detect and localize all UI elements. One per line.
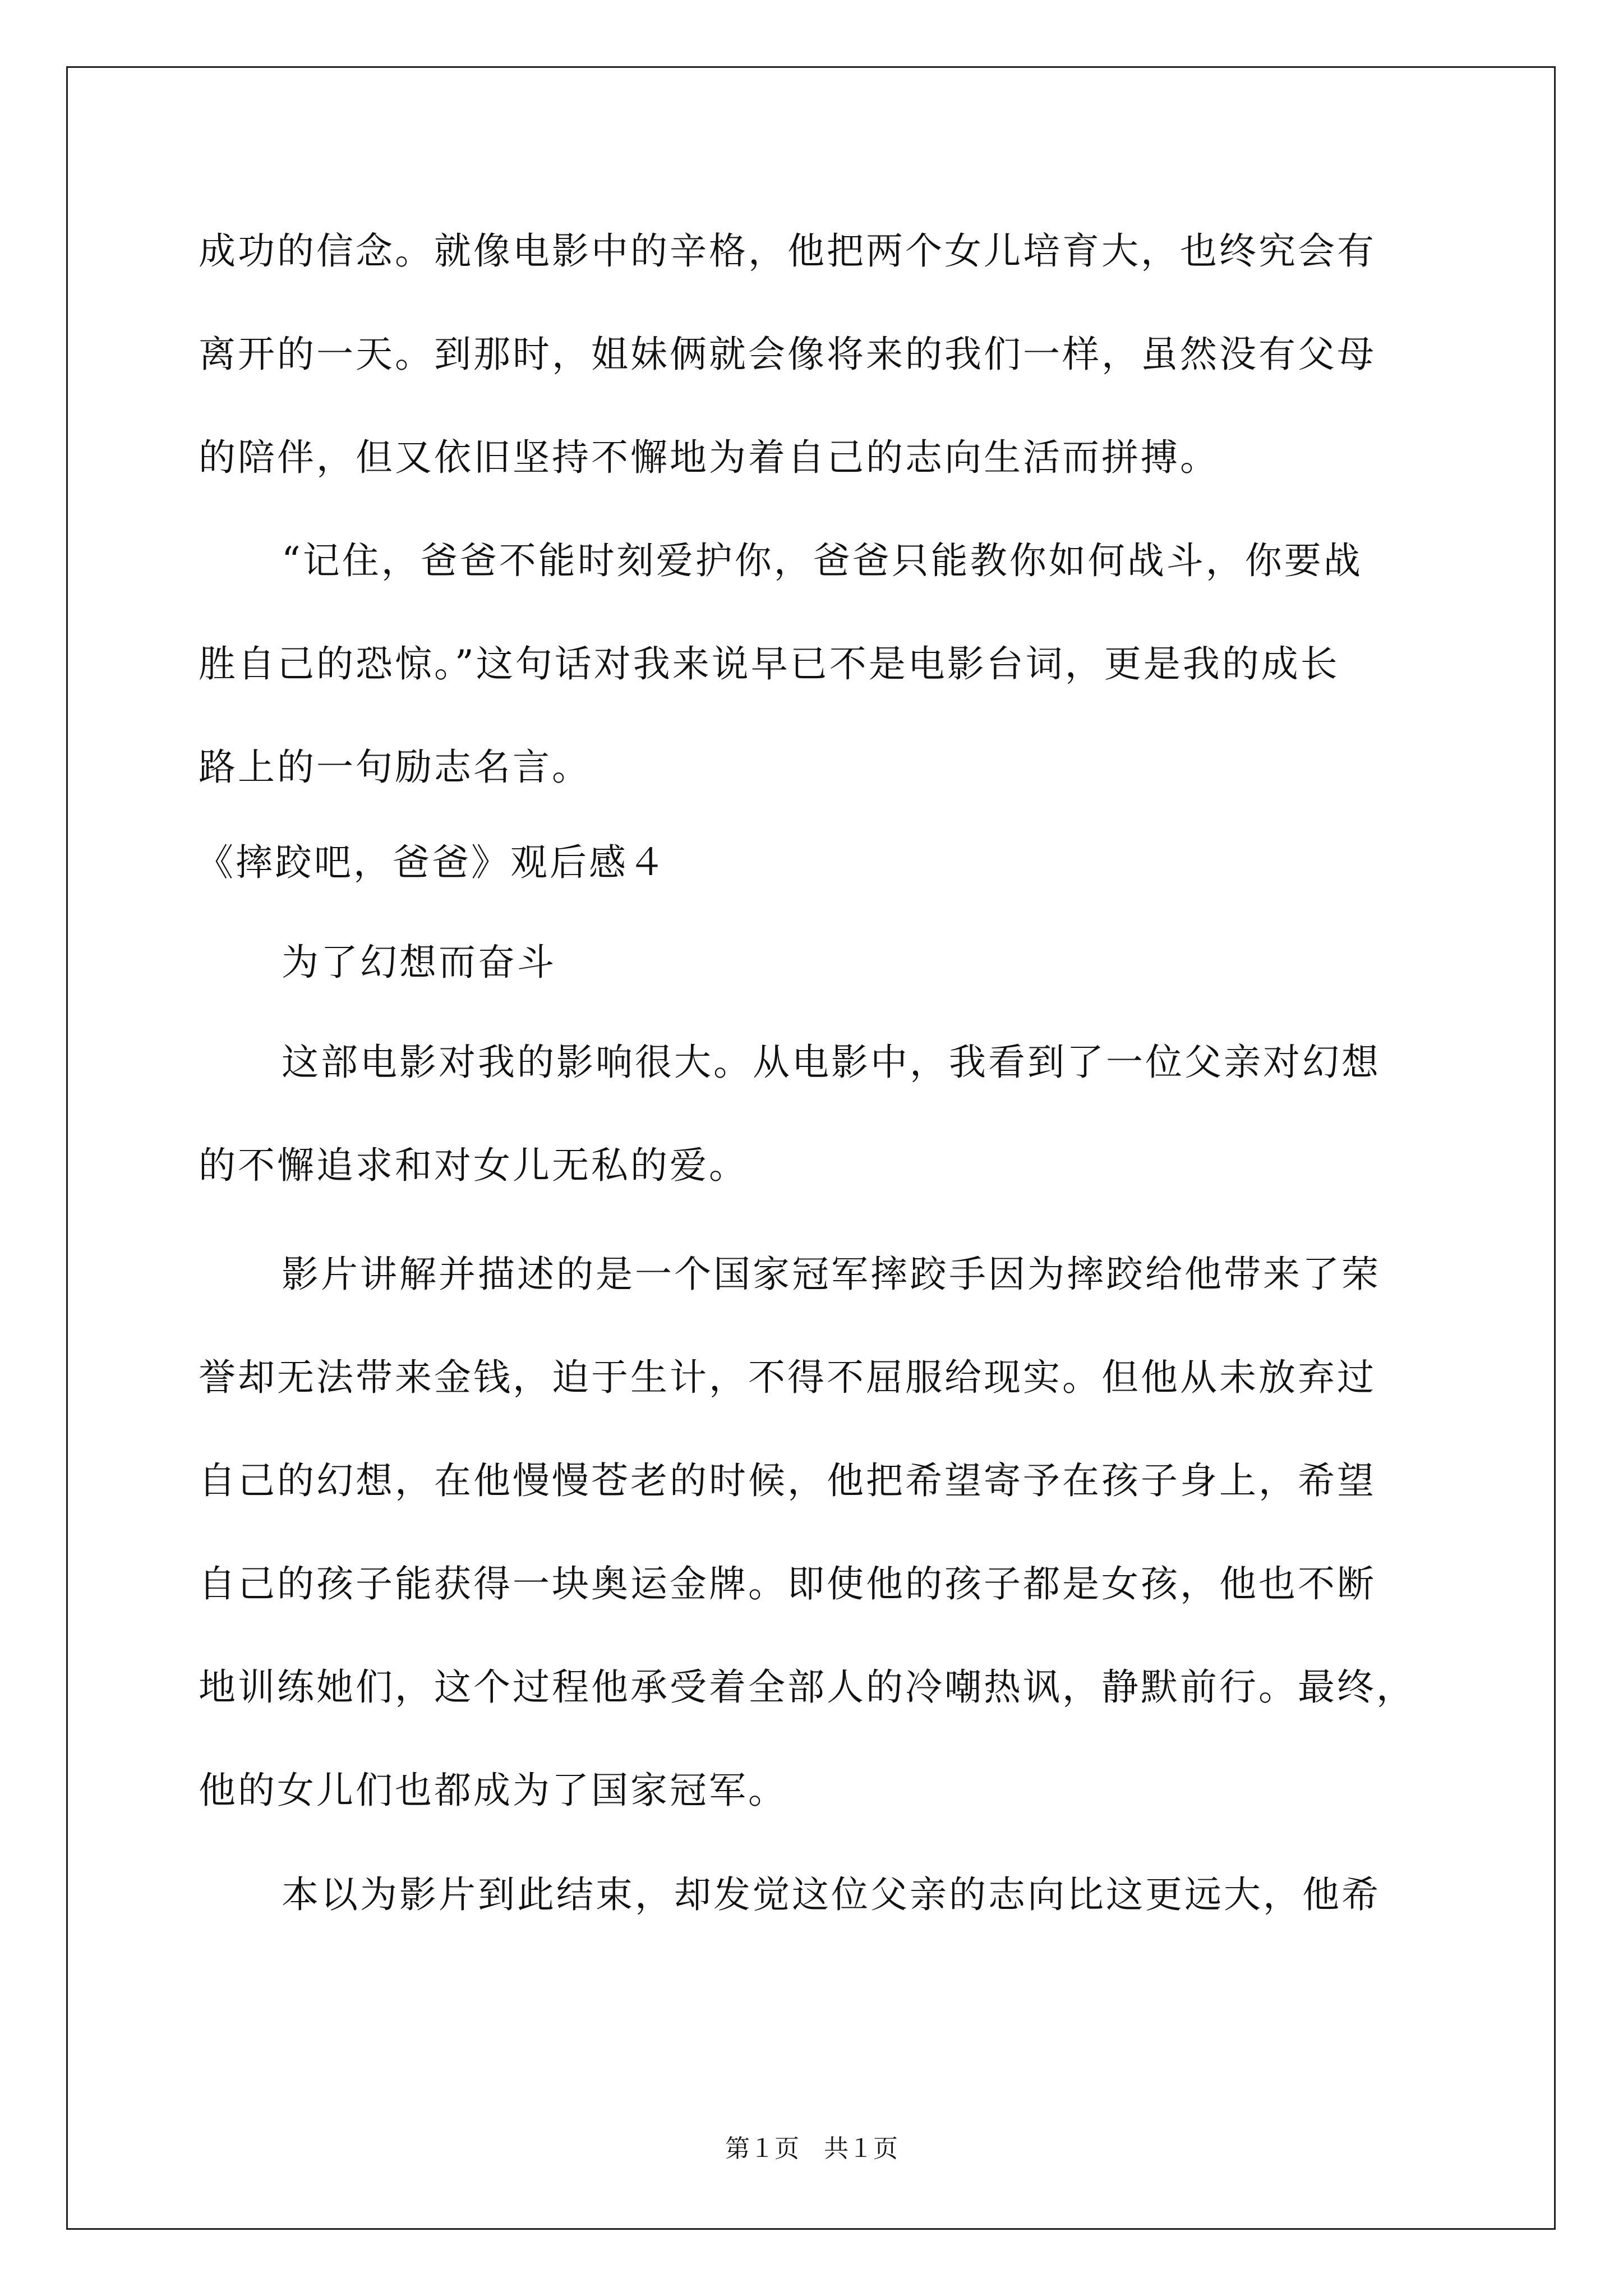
body-text-line: 路上的一句励志名言。 — [199, 746, 591, 789]
body-text-line: 的陪伴，但又依旧坚持不懈地为着自己的志向生活而拼搏。 — [199, 436, 1219, 479]
page-total: 共１页 — [824, 2134, 898, 2163]
body-text-line: 这部电影对我的影响很大。从电影中，我看到了一位父亲对幻想 — [282, 1041, 1381, 1084]
body-text-line: 誉却无法带来金钱，迫于生计，不得不屈服给现实。但他从未放弃过 — [199, 1356, 1376, 1399]
body-text-line: 自己的孩子能获得一块奥运金牌。即使他的孩子都是女孩，他也不断 — [199, 1562, 1376, 1605]
body-text-line: 的不懈追求和对女儿无私的爱。 — [199, 1144, 748, 1187]
quote-text-line: “记住，爸爸不能时刻爱护你，爸爸只能教你如何战斗，你要战 — [282, 539, 1363, 582]
body-text-line: 他的女儿们也都成为了国家冠军。 — [199, 1769, 787, 1812]
body-text-line: 离开的一天。到那时，姐妹俩就会像将来的我们一样，虽然没有父母 — [199, 333, 1376, 376]
body-text-line: 地训练她们，这个过程他承受着全部人的冷嘲热讽，静默前行。最终， — [199, 1665, 1415, 1709]
body-text-line: 影片讲解并描述的是一个国家冠军摔跤手因为摔跤给他带来了荣 — [282, 1253, 1381, 1296]
body-text-line: 成功的信念。就像电影中的辛格，他把两个女儿培育大，也终究会有 — [199, 229, 1376, 273]
section-heading: 《摔跤吧，爸爸》观后感４ — [196, 841, 667, 884]
body-text-line: 自己的幻想，在他慢慢苍老的时候，他把希望寄予在孩子身上，希望 — [199, 1459, 1376, 1502]
page-number: 第１页 — [725, 2134, 799, 2163]
essay-subtitle: 为了幻想而奋斗 — [282, 941, 556, 984]
body-text-line: 本以为影片到此结束，却发觉这位父亲的志向比这更远大，他希 — [282, 1873, 1381, 1916]
page-footer — [0, 2133, 1623, 2165]
quote-text-line: 胜自己的恐惊。”这句话对我来说早已不是电影台词，更是我的成长 — [199, 642, 1340, 685]
